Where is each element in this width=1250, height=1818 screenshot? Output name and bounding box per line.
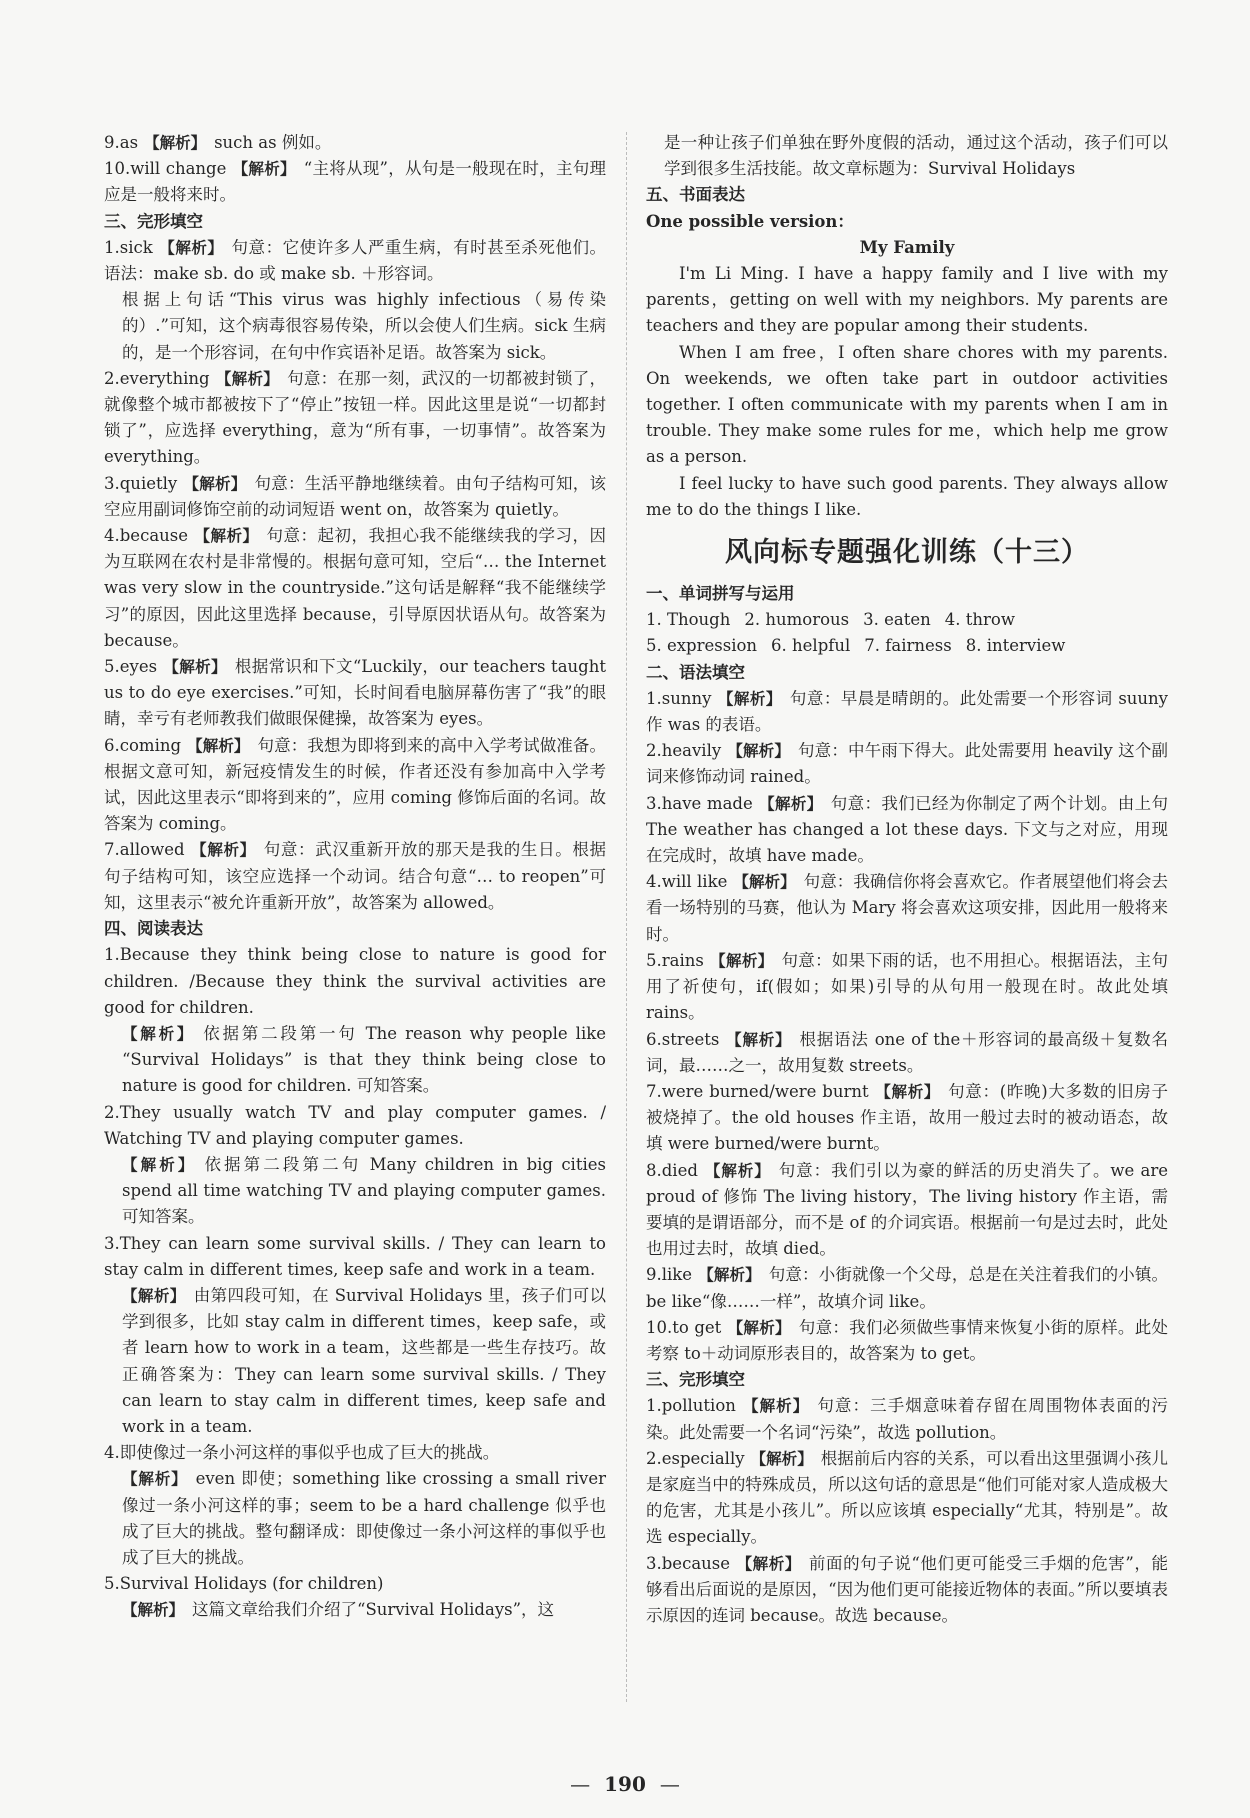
spelling-row-1: [646, 607, 1168, 633]
grammar-item-8: 8.died 【解析】 句意：我们引以为豪的鲜活的历史消失了。we are proud of 修饰 The living history，The living history 作主语，需要填的是谓语部分，而不是 of 的介词宾语。根据前一句是过去时，此处也用过去时，故填 died。: [646, 1160, 1168, 1259]
spelling-answer: 8. interview: [965, 636, 1066, 656]
cloze-item-5: 5.eyes 【解析】 根据常识和下文“Luckily，our teachers taught us to do eye exercises.”可知，长时间看电脑屏幕伤害了“我”的眼睛，幸亏有老师教我们做眼保健操，故答案为 eyes。: [104, 657, 606, 729]
spelling-answer: 7. fairness: [864, 636, 952, 656]
grammar-item-3: 3.have made 【解析】 句意：我们已经为你制定了两个计划。由上句 The weather has changed a lot these days. 下文与之对应，用现在完成时，故填 have made。: [646, 793, 1169, 866]
grammar-item-2: 2.heavily 【解析】 句意：中午雨下得大。此处需要用 heavily 这个副词来修饰动词 rained。: [646, 741, 1168, 787]
cloze-item-7: 7.allowed 【解析】 句意：武汉重新开放的那天是我的生日。根据句子结构可知，该空应选择一个动词。结合句意“… to reopen”可知，这里表示“被允许重新开放”，故答案为 allowed。: [104, 840, 606, 912]
reading-item-2: 2.They usually watch TV and play computer games. / Watching TV and playing computer games.: [104, 1102, 606, 1148]
reading-item-5: 5.Survival Holidays (for children): [104, 1574, 384, 1594]
section-heading-cloze: 三、完形填空: [104, 211, 203, 231]
reading-item-1: 1.Because they think being close to nature is good for children. /Because they think the survival activities are good for children.: [104, 945, 606, 1017]
grammar-item-10: 10.to get 【解析】 句意：我们必须做些事情来恢复小街的原样。此处考察 to＋动词原形表目的，故答案为 to get。: [646, 1317, 1168, 1363]
spelling-answer: 2. humorous: [744, 610, 850, 630]
essay-paragraph-3: I feel lucky to have such good parents. They always allow me to do the things I like.: [646, 473, 1168, 519]
cloze-item-6: 6.coming 【解析】 句意：我想为即将到来的高中入学考试做准备。根据文意可知，新冠疫情发生的时候，作者还没有参加高中入学考试，因此这里表示“即将到来的”，应用 coming 修饰后面的名词。故答案为 coming。: [104, 735, 606, 834]
cloze2-item-3: 3.because 【解析】 前面的句子说“他们更可能受三手烟的危害”，能够看出后面说的是原因，“因为他们更可能接近物体的表面。”所以要填表示原因的连词 because。故选 because。: [646, 1553, 1168, 1625]
spelling-answer: 1. Though: [646, 610, 731, 630]
cloze2-item-2: 2.especially 【解析】 根据前后内容的关系，可以看出这里强调小孩儿是家庭当中的特殊成员，所以这句话的意思是“他们可能对家人造成极大的危害，尤其是小孩儿”。所以应该填 especially“尤其，特别是”。故选 especially。: [646, 1448, 1169, 1547]
grammar-item-1: 1.sunny 【解析】 句意：早晨是晴朗的。此处需要一个形容词 suuny 作 was 的表语。: [646, 688, 1168, 735]
cloze-item-1: 1.sick 【解析】 句意：它使许多人严重生病，有时甚至杀死他们。语法：make sb. do 或 make sb. ＋形容词。: [104, 237, 606, 284]
essay-paragraph-2: When I am free，I often share chores with my parents. On weekends, we often take part in outdoor activities together. I often communicate with my parents when I am in trouble. They make some rules for me，which help me grow as a person.: [646, 342, 1168, 467]
section-heading-cloze-2: 三、完形填空: [646, 1370, 745, 1390]
reading-item-5-continued: 是一种让孩子们单独在野外度假的活动，通过这个活动，孩子们可以学到很多生活技能。故文章标题为：Survival Holidays: [664, 133, 1168, 179]
column-divider: [626, 132, 627, 1702]
reading-item-3: 3.They can learn some survival skills. / They can learn to stay calm in different times, keep safe and work in a team.: [104, 1233, 606, 1279]
reading-item-4: 4.即使像过一条小河这样的事似乎也成了巨大的挑战。: [104, 1443, 500, 1463]
unit-title: 风向标专题强化训练（十三）: [725, 537, 1089, 569]
grammar-item-4: 4.will like 【解析】 句意：我确信你将会喜欢它。作者展望他们将会去看一场特别的马赛，他认为 Mary 将会喜欢这项安排，因此用一般将来时。: [646, 872, 1168, 944]
essay-paragraph-1: I'm Li Ming. I have a happy family and I live with my parents，getting on well with my neighbors. My parents are teachers and they are popular among their students.: [646, 264, 1168, 336]
spelling-answer: 4. throw: [944, 610, 1015, 630]
spelling-answer: 6. helpful: [771, 636, 851, 656]
reading-item-1-analysis: 【解析】 依据第二段第一句 The reason why people like “Survival Holidays” is that they think being close to nature is good for children. 可知答案。: [122, 1023, 606, 1096]
answer-item-9: 9.as 【解析】 such as 例如。: [104, 133, 332, 152]
reading-item-3-analysis: 【解析】 由第四段可知，在 Survival Holidays 里，孩子们可以学到很多，比如 stay calm in different times，keep safe，或者 learn how to work in a team，这些都是一些生存技巧。故正确答案为：They can learn some survival skills. / They can learn to stay calm in different times, keep safe and work in a team.: [122, 1285, 606, 1436]
cloze2-item-1: 1.pollution 【解析】 句意：三手烟意味着存留在周围物体表面的污染。此处需要一个名词“污染”，故选 pollution。: [646, 1396, 1168, 1442]
section-heading-reading: 四、阅读表达: [104, 919, 203, 939]
page-number: — 190 —: [570, 1772, 680, 1796]
reading-item-2-analysis: 【解析】 依据第二段第二句 Many children in big cities spend all time watching TV and playing computer games. 可知答案。: [122, 1154, 606, 1227]
cloze-item-1-extra: 根据上句话“This virus was highly infectious（易传染的）.”可知，这个病毒很容易传染，所以会使人们生病。sick 生病的，是一个形容词，在句中作宾语补足语。故答案为 sick。: [122, 290, 606, 362]
spelling-answer: 5. expression: [646, 636, 758, 656]
reading-item-4-analysis: 【解析】 even 即使；something like crossing a small river 像过一条小河这样的事；seem to be a hard challenge 似乎也成了巨大的挑战。整句翻译成：即使像过一条小河这样的事似乎也成了巨大的挑战。: [122, 1469, 606, 1567]
spelling-answer: 3. eaten: [863, 610, 931, 630]
answer-item-10: 10.will change 【解析】 “主将从现”，从句是一般现在时，主句理应是一般将来时。: [104, 159, 606, 205]
left-column: [104, 130, 606, 1624]
possible-version-label: One possible version：: [646, 211, 854, 231]
section-heading-spelling: 一、单词拼写与运用: [646, 584, 795, 604]
section-heading-writing: 五、书面表达: [646, 185, 745, 205]
reading-item-5-analysis: 【解析】 这篇文章给我们介绍了“Survival Holidays”，这: [122, 1600, 555, 1620]
grammar-item-5: 5.rains 【解析】 句意：如果下雨的话，也不用担心。根据语法，主句用了祈使句，if(假如；如果)引导的从句用一般现在时。故此处填 rains。: [646, 950, 1168, 1023]
cloze-item-4: 4.because 【解析】 句意：起初，我担心我不能继续我的学习，因为互联网在农村是非常慢的。根据句意可知，空后“… the Internet was very slow in the countryside.”这句话是解释“我不能继续学习”的原因，因此这里选择 because，引导原因状语从句。故答案为 because。: [104, 526, 606, 650]
grammar-item-7: 7.were burned/were burnt 【解析】 句意：(昨晚)大多数的旧房子被烧掉了。the old houses 作主语，故用一般过去时的被动语态，故填 were burned/were burnt。: [646, 1081, 1168, 1154]
spelling-row-2: [646, 633, 1168, 659]
cloze-item-2: 2.everything 【解析】 句意：在那一刻，武汉的一切都被封锁了，就像整个城市都被按下了“停止”按钮一样。因此这里是说“一切都封锁了”，应选择 everything，意为“所有事，一切事情”。故答案为 everything。: [104, 368, 606, 467]
right-column: [646, 130, 1168, 1629]
page-number-value: 190: [604, 1772, 646, 1796]
grammar-item-9: 9.like 【解析】 句意：小街就像一个父母，总是在关注着我们的小镇。be like“像……一样”，故填介词 like。: [646, 1265, 1168, 1311]
grammar-item-6: 6.streets 【解析】 根据语法 one of the＋形容词的最高级＋复数名词，最……之一，故用复数 streets。: [646, 1029, 1168, 1075]
cloze-item-3: 3.quietly 【解析】 句意：生活平静地继续着。由句子结构可知，该空应用副词修饰空前的动词短语 went on，故答案为 quietly。: [104, 473, 606, 519]
essay-title: My Family: [859, 237, 955, 257]
section-heading-grammar: 二、语法填空: [646, 662, 745, 682]
